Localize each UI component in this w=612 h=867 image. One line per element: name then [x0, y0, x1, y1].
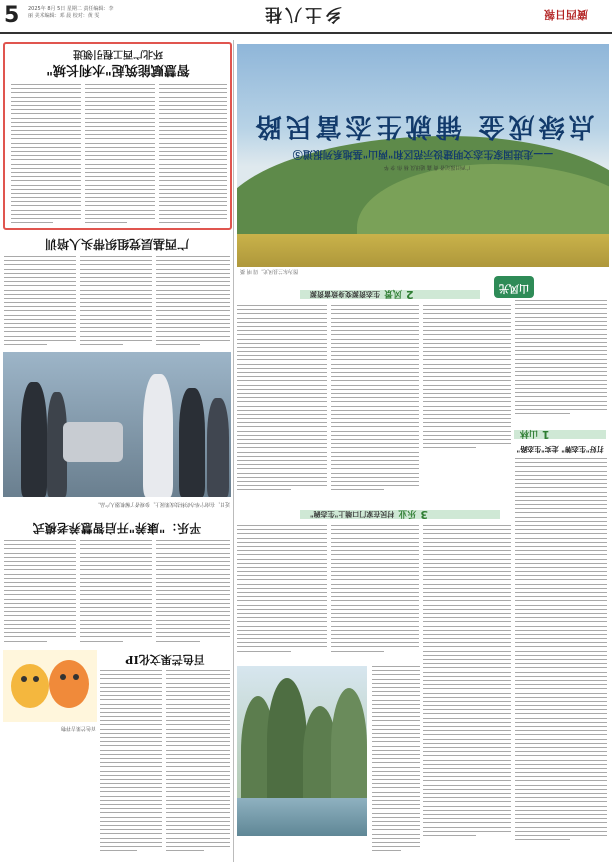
tech-expo-photo [3, 352, 231, 497]
body-column [423, 305, 511, 465]
elderly-column [4, 540, 76, 644]
elderly-headline: 平乐："康养"开启智慧养老模式 [32, 521, 202, 535]
section-label: 风景 [384, 288, 403, 298]
body-column [331, 525, 419, 663]
ip-column [166, 670, 230, 860]
body-column [331, 305, 419, 505]
karst-peak [267, 678, 307, 806]
mascot-figure [11, 664, 49, 708]
mascot-eye [21, 676, 27, 682]
highlighted-article[interactable] [3, 42, 232, 230]
mascot-photo [3, 650, 97, 722]
person-figure [21, 382, 47, 497]
section-1-subhead: 打好"生态牌" 走实"生态路" [516, 445, 604, 454]
article-kicker: 环北广西工程引领进 [73, 48, 163, 59]
article-column [11, 84, 81, 224]
section-text: 生态资源变身致富资源 [310, 290, 380, 300]
article-headline: 智慧赋能筑起"水利长城" [46, 62, 190, 77]
mascot-eye [73, 674, 79, 680]
ip-headline: 百色芒果文化IP [125, 653, 205, 666]
body-column [372, 666, 420, 861]
training-column [4, 256, 76, 348]
mascot-eye [33, 676, 39, 682]
body-column [423, 525, 511, 860]
hero-field [237, 234, 609, 267]
section-tag-1 [520, 429, 550, 440]
masthead [0, 0, 612, 34]
mascot-eye [60, 674, 66, 680]
elderly-column [156, 540, 230, 644]
mascot-caption: 百色芒果吉祥物 [60, 725, 96, 731]
elderly-column [80, 540, 152, 644]
body-column [237, 305, 327, 505]
tech-photo-caption: 近日，在南宁举办的科技成果展上，参观者了解机器人产品。 [94, 501, 230, 507]
hero-title: 点绿成金 铺就生态富民路 [251, 111, 595, 141]
section-text: 村民在家门口端上"生态碗" [310, 510, 395, 520]
article-column [85, 84, 155, 224]
body-column [237, 525, 327, 663]
section-badge: 山风光 [494, 276, 534, 298]
section-title: 乡土八桂 [262, 4, 342, 24]
person-figure [143, 374, 173, 497]
section-label: 山林 [520, 428, 539, 438]
training-column [156, 256, 230, 348]
training-column [80, 256, 152, 348]
mascot-figure [49, 660, 89, 708]
hero-photo [237, 44, 609, 267]
hero-byline: 广西日报记者 黄 鑫 通讯员 杨 伟 李 华 [383, 164, 471, 170]
person-figure [207, 398, 229, 497]
hero-photo-credit: 图为东兰县风光。周 明 摄 [240, 268, 299, 274]
section-tag-2 [310, 289, 414, 300]
edition-meta: 2025年 8月 5日 星期二 责任编辑：李 丽 美术编辑：邓 晨 校对：黄 雯 [28, 6, 114, 19]
training-headline: 广西基层党组织带头人培训 [45, 237, 190, 251]
body-column [515, 458, 607, 858]
paper-logo: 廣西日報 [544, 8, 588, 21]
person-figure [179, 388, 205, 497]
section-label: 乐业 [398, 508, 417, 518]
body-column [515, 300, 607, 426]
section-number: 2 [406, 288, 414, 301]
article-column [159, 84, 227, 224]
karst-river [237, 798, 367, 836]
ip-column [100, 670, 162, 860]
karst-peak [331, 688, 367, 806]
column-divider [233, 40, 234, 862]
hero-subtitle: ——走进国家生态文明建设示范区和"两山"基地系列报道⑤ [292, 148, 554, 159]
section-number: 1 [542, 428, 550, 441]
section-number: 3 [420, 508, 428, 521]
karst-landscape-photo [237, 666, 367, 836]
page-number: 5 [4, 3, 20, 28]
robot-dog [63, 422, 123, 462]
section-tag-3 [310, 509, 428, 520]
